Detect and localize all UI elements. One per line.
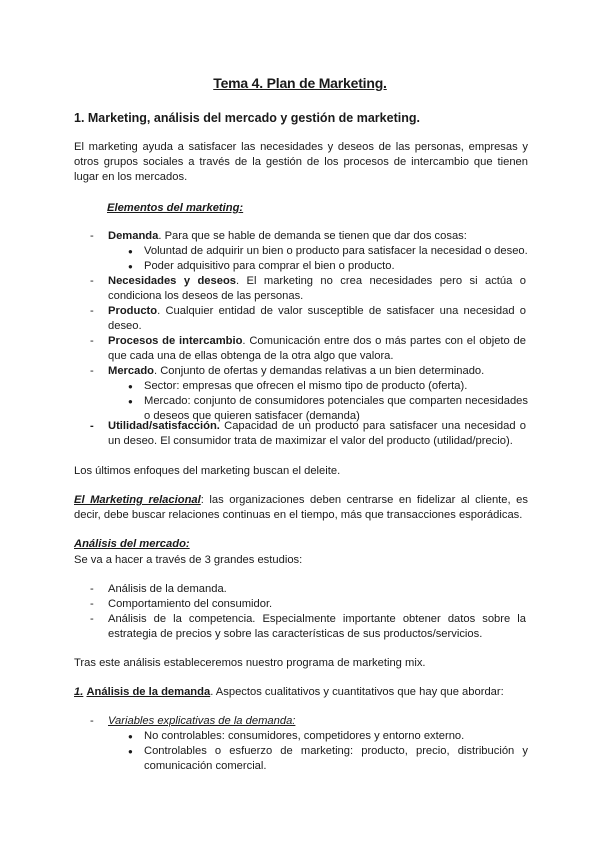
list-dash: - (90, 335, 94, 347)
list-dash: - (90, 613, 94, 625)
term-procesos: Procesos de intercambio (108, 335, 243, 347)
item-text: . Conjunto de ofertas y demandas relativas a un bien determinado. (154, 365, 485, 377)
sub-list-item: Poder adquisitivo para comprar el bien o producto. (144, 260, 395, 272)
list-dash: - (90, 583, 94, 595)
bullet-icon: ● (128, 382, 133, 391)
demand-text: . Aspectos cualitativos y cuantitativos que hay que abordar: (210, 686, 504, 698)
sub-list-item: Mercado: conjunto de consumidores potenciales que comparten necesidades o deseos que quieren satisfacer (demanda) (144, 395, 528, 422)
list-dash: - (90, 230, 94, 242)
market-heading: Análisis del mercado: (74, 538, 190, 550)
list-item (108, 229, 526, 244)
paragraph-relational (74, 493, 528, 523)
term-relational: El Marketing relacional (74, 494, 201, 506)
bullet-icon: ● (128, 262, 133, 271)
term-producto: Producto (108, 305, 158, 317)
list-item: Análisis de la competencia. Especialmente importante obtener datos sobre la estrategia de precios y sobre las características de sus productos/servicios. (108, 613, 526, 640)
item-text: Capacidad de un producto para satisfacer una necesidad o un deseo. El consumidor trata de maximizar el valor del producto (utilidad/precio). (108, 420, 526, 447)
list-item: Análisis de la demanda. (108, 583, 227, 595)
section-heading: 1. Marketing, análisis del mercado y gestión de marketing. (74, 111, 420, 125)
market-intro: Se va a hacer a través de 3 grandes estudios: (74, 554, 303, 566)
list-dash: - (90, 420, 94, 432)
item-text: . Cualquier entidad de valor susceptible de satisfacer una necesidad o deseo. (108, 305, 526, 332)
list-item: Comportamiento del consumidor. (108, 598, 273, 610)
sub-list-item: Voluntad de adquirir un bien o producto para satisfacer la necesidad o deseo. (144, 245, 528, 257)
page-title: Tema 4. Plan de Marketing. (213, 75, 387, 91)
list-dash: - (90, 598, 94, 610)
item-text: . Comunicación entre dos o más partes con el objeto de que cada una de ellas obtenga de la otra algo que valora. (108, 335, 526, 362)
elements-heading: Elementos del marketing: (107, 202, 244, 214)
list-item (108, 419, 526, 449)
item-text: . El marketing no crea necesidades pero si actúa o condiciona los deseos de las personas. (108, 275, 526, 302)
sub-list-item: Sector: empresas que ofrecen el mismo tipo de producto (oferta). (144, 380, 468, 392)
list-dash: - (90, 715, 94, 727)
list-item (108, 304, 526, 334)
list-dash: - (90, 275, 94, 287)
demand-number: 1. (74, 686, 84, 698)
list-item (108, 334, 526, 364)
item-text: . Para que se hable de demanda se tienen que dar dos cosas: (158, 230, 467, 242)
intro-paragraph: El marketing ayuda a satisfacer las necesidades y deseos de las personas, empresas y otros grupos sociales a través de la gestión de los procesos de intercambio que tienen lugar en los mercados. (74, 141, 528, 183)
term-demanda: Demanda (108, 230, 159, 242)
bullet-icon: ● (128, 397, 133, 406)
list-item (108, 274, 526, 304)
term-mercado: Mercado (108, 365, 155, 377)
term-demand: Análisis de la demanda (86, 686, 211, 698)
list-dash: - (90, 305, 94, 317)
list-item (108, 364, 526, 379)
term-utilidad: Utilidad/satisfacción. (108, 420, 220, 432)
relational-text: : las organizaciones deben centrarse en fidelizar al cliente, es decir, debe buscar relaciones continuas en el tiempo, más que transacciones esporádicas. (74, 494, 528, 521)
list-dash: - (90, 365, 94, 377)
sub-list-item: No controlables: consumidores, competidores y entorno externo. (144, 730, 465, 742)
paragraph-latest: Los últimos enfoques del marketing buscan el deleite. (74, 465, 341, 477)
bullet-icon: ● (128, 732, 133, 741)
term-necesidades: Necesidades y deseos (108, 275, 237, 287)
bullet-icon: ● (128, 747, 133, 756)
demand-heading (74, 685, 528, 700)
bullet-icon: ● (128, 247, 133, 256)
paragraph-after: Tras este análisis estableceremos nuestro programa de marketing mix. (74, 657, 426, 669)
variables-label: Variables explicativas de la demanda: (108, 715, 296, 727)
sub-list-item: Controlables o esfuerzo de marketing: producto, precio, distribución y comunicación comercial. (144, 745, 528, 772)
